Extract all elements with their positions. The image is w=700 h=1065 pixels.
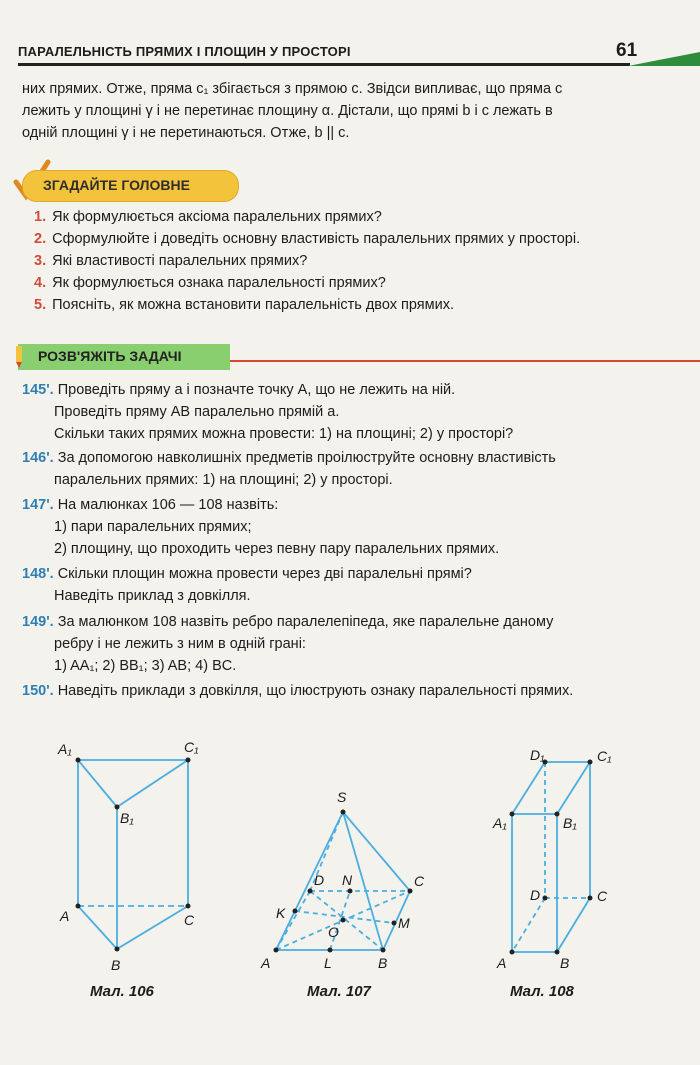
task-number: 147'. — [22, 497, 54, 513]
list-item: 4. Як формулюється ознака паралельності прямих? — [34, 275, 386, 291]
solve-title: РОЗВ'ЯЖІТЬ ЗАДАЧІ — [38, 348, 182, 364]
intro-line: них прямих. Отже, пряма c₁ збігається з прямою c. Звідси випливає, що пряма c — [22, 81, 563, 97]
vertex-label: K — [276, 905, 286, 921]
vertex-label: L — [324, 955, 332, 971]
vertex-label: B₁ — [563, 815, 577, 831]
figure-106-prism — [78, 760, 188, 949]
intro-paragraph — [22, 78, 682, 144]
vertex-label: D — [530, 887, 541, 903]
vertex-label: B — [111, 957, 121, 973]
figure-108-parallelepiped — [512, 762, 590, 952]
intro-line: лежить у площині γ і не перетинає площину α. Дістали, що прямі b і c лежать в — [22, 103, 553, 119]
figure-caption: Мал. 108 — [510, 983, 574, 1000]
header-wedge — [628, 52, 700, 68]
task-number: 146'. — [22, 450, 54, 466]
vertex-label: N — [342, 872, 353, 888]
vertex-label: C — [414, 873, 425, 889]
vertex-label: C — [184, 912, 195, 928]
figures-area — [0, 730, 700, 1030]
vertex-label: B — [378, 955, 388, 971]
vertex-label: A — [60, 908, 70, 924]
recall-list — [34, 206, 580, 316]
task-number: 145'. — [22, 382, 54, 398]
intro-line: одній площині γ і не перетинаються. Отже, b || c. — [22, 125, 350, 141]
vertex-label: S — [337, 789, 347, 805]
list-item: 2. Сформулюйте і доведіть основну властивість паралельних прямих у просторі. — [34, 231, 581, 247]
vertex-label: C₁ — [184, 739, 199, 755]
vertex-label: A — [261, 955, 271, 971]
task-147: 147'. На малюнках 106 — 108 назвіть: 1) пари паралельних прямих; 2) площину, що проходить через певну пару паралельних прямих. — [22, 497, 500, 557]
task-number: 149'. — [22, 614, 54, 630]
recall-banner — [22, 170, 239, 202]
solve-banner — [18, 344, 230, 370]
task-number: 150'. — [22, 683, 54, 699]
vertex-label: A — [497, 955, 507, 971]
vertex-label: A₁ — [58, 741, 72, 757]
vertex-label: D — [314, 872, 325, 888]
vertex-label: D₁ — [530, 747, 545, 763]
list-item: 5. Поясніть, як можна встановити паралельність двох прямих. — [34, 297, 454, 313]
list-item: 3. Які властивості паралельних прямих? — [34, 253, 308, 269]
task-148: 148'. Скільки площин можна провести через дві паралельні прямі? Наведіть приклад з довкілля. — [22, 566, 472, 604]
figure-caption: Мал. 106 — [90, 983, 154, 1000]
vertex-label: M — [398, 915, 410, 931]
list-item: 1. Як формулюється аксіома паралельних прямих? — [34, 209, 382, 225]
recall-title: ЗГАДАЙТЕ ГОЛОВНЕ — [43, 177, 190, 193]
vertex-label: C₁ — [597, 748, 612, 764]
figure-caption: Мал. 107 — [307, 983, 371, 1000]
vertex-label: O — [328, 924, 339, 940]
task-149: 149'. За малюнком 108 назвіть ребро паралелепіпеда, яке паралельне даному ребру і не лежить з ним в одній грані: 1) AA₁; 2) BB₁; 3) AB; 4) BC. — [22, 614, 554, 674]
vertex-label: B₁ — [120, 810, 134, 826]
pencil-icon — [14, 346, 24, 368]
task-number: 148'. — [22, 566, 54, 582]
page-number: 61 — [616, 40, 638, 61]
task-146: 146'. За допомогою навколишніх предметів проілюструйте основну властивість паралельних прямих: 1) на площині; 2) у просторі. — [22, 450, 556, 488]
header-rule — [18, 63, 630, 66]
vertex-label: A₁ — [493, 815, 507, 831]
running-header: ПАРАЛЕЛЬНІСТЬ ПРЯМИХ І ПЛОЩИН У ПРОСТОРІ — [18, 44, 351, 59]
vertex-label: C — [597, 888, 608, 904]
vertex-label: B — [560, 955, 570, 971]
task-145: 145'. Проведіть пряму a і позначте точку A, що не лежить на ній. Проведіть пряму AB паралельно прямій a. Скільки таких прямих можна провести: 1) на площині; 2) у просторі? — [22, 382, 514, 442]
task-150: 150'. Наведіть приклади з довкілля, що ілюструють ознаку паралельності прямих. — [22, 683, 574, 699]
